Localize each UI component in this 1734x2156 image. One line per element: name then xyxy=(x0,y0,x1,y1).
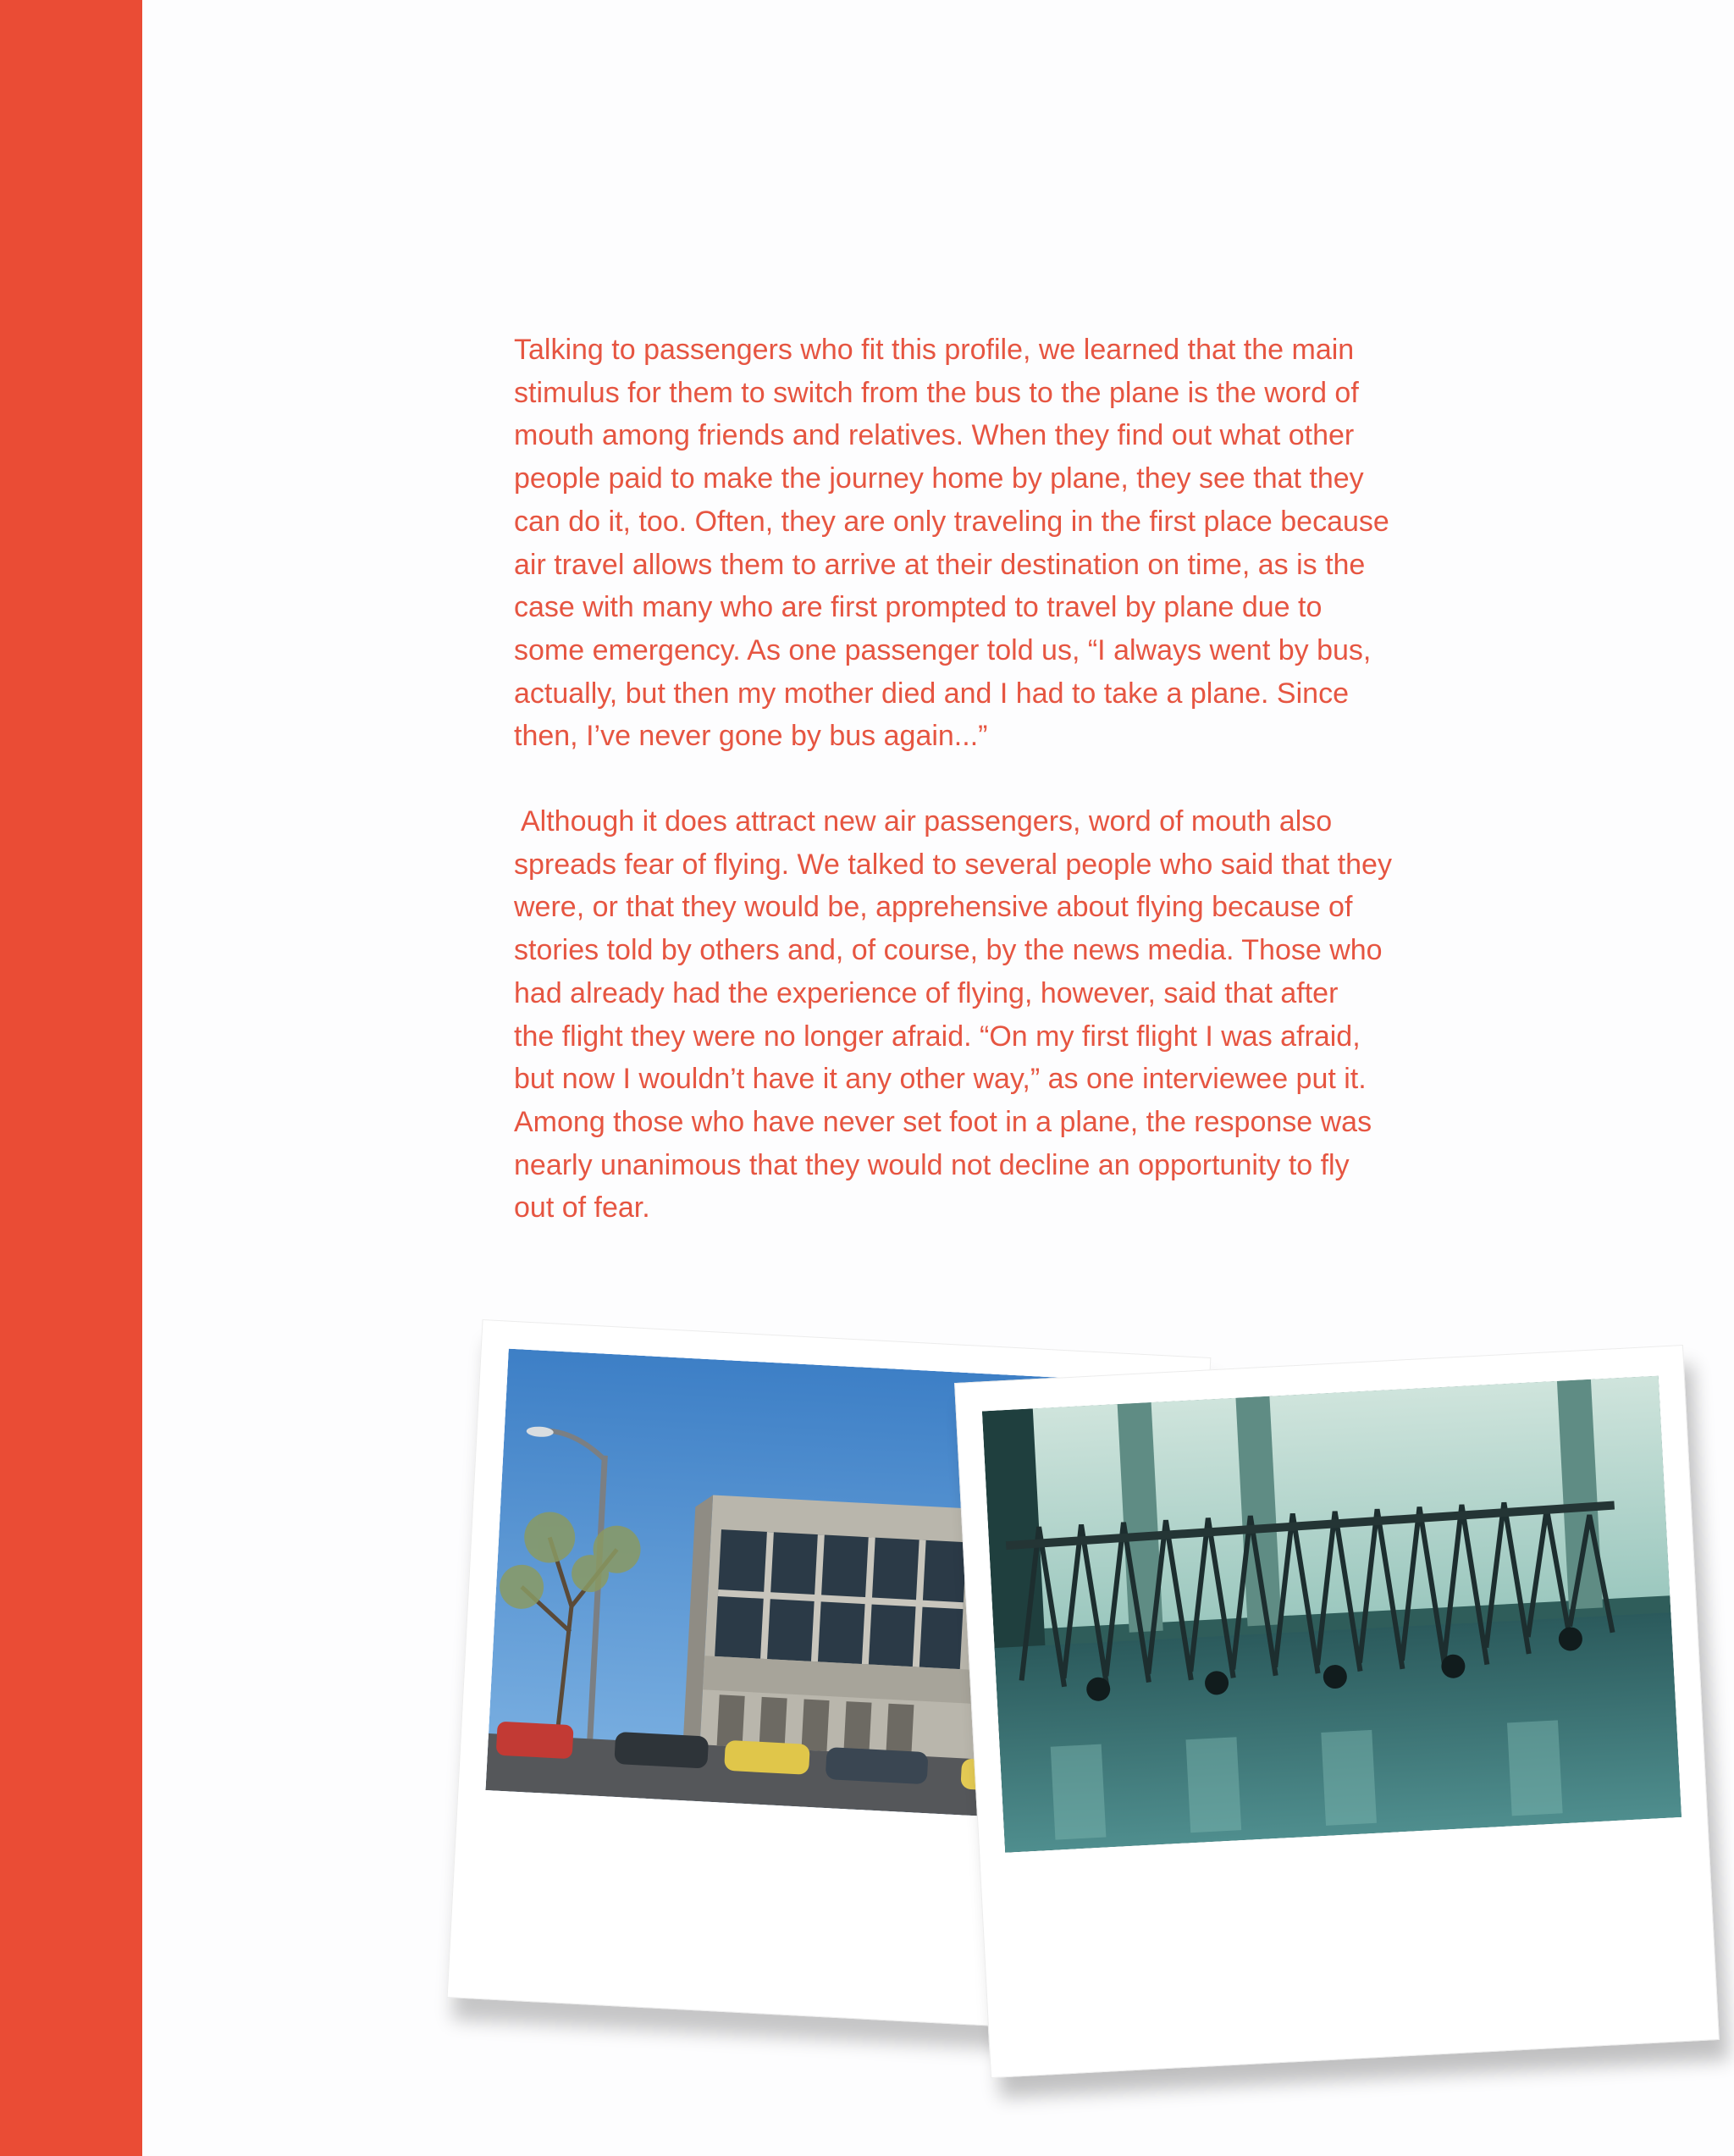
text-line: Talking to passengers who fit this profile, we learned that the main xyxy=(514,334,1355,366)
text-line: some emergency. As one passenger told us, “I always went by bus, xyxy=(514,633,1372,666)
text-line: can do it, too. Often, they are only traveling in the first place because xyxy=(514,505,1389,538)
text-line: then, I’ve never gone by bus again...” xyxy=(514,720,988,753)
text-line: mouth among friends and relatives. When they find out what other xyxy=(514,419,1355,452)
text-line: Although it does attract new air passengers, word of mouth also xyxy=(521,805,1333,838)
text-line: Among those who have never set foot in a plane, the response was xyxy=(514,1105,1372,1138)
accent-sidebar xyxy=(0,0,142,2156)
text-line: nearly unanimous that they would not decline an opportunity to fly xyxy=(514,1148,1350,1181)
carts-photo xyxy=(982,1376,1682,1853)
text-line: stimulus for them to switch from the bus to the plane is the word of xyxy=(514,376,1359,409)
text-line: actually, but then my mother died and I had to take a plane. Since xyxy=(514,677,1349,710)
text-line: had already had the experience of flying, however, said that after xyxy=(514,976,1339,1009)
paragraph-1 xyxy=(514,329,1428,758)
text-line: air travel allows them to arrive at their destination on time, as is the xyxy=(514,548,1366,581)
text-line: the flight they were no longer afraid. “On my first flight I was afraid, xyxy=(514,1020,1361,1053)
paragraph-2 xyxy=(514,800,1428,1230)
text-line: people paid to make the journey home by plane, they see that they xyxy=(514,462,1364,495)
text-line: case with many who are first prompted to travel by plane due to xyxy=(514,591,1323,624)
text-line: but now I wouldn’t have it any other way,” as one interviewee put it. xyxy=(514,1063,1367,1096)
carts-photo-image xyxy=(982,1376,1682,1853)
polaroid-photo-carts xyxy=(954,1345,1720,2078)
text-line: out of fear. xyxy=(514,1191,650,1224)
article-body xyxy=(514,329,1428,1230)
text-line: stories told by others and, of course, by the news media. Those who xyxy=(514,934,1383,967)
text-line: were, or that they would be, apprehensive about flying because of xyxy=(514,891,1353,924)
text-line: spreads fear of flying. We talked to several people who said that they xyxy=(514,848,1392,881)
